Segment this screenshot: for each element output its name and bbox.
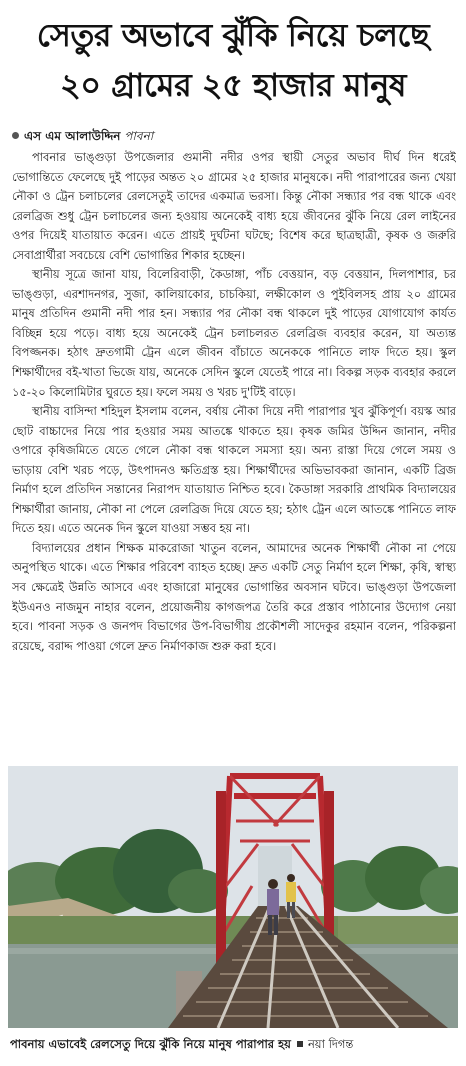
byline bbox=[12, 128, 153, 148]
headline-line-2: ২০ গ্রামের ২৫ হাজার মানুষ bbox=[59, 66, 407, 104]
caption-source: নয়া দিগন্ত bbox=[307, 1037, 354, 1051]
article-paragraph-3: স্থানীয় বাসিন্দা শহিদুল ইসলাম বলেন, বর্ষায় নৌকা দিয়ে নদী পারাপার খুব ঝুঁকিপূর্ণ। বয়স্ক আর ছোট বাচ্চাদের নিয়ে পার হওয়ার সময় আতঙ্কে থাকতে হয়। কৃষক জমির উদ্দিন জানান, নদীর ওপারে কৃষিজমিতে যেতে গেলে নৌকা বন্ধ থাকলে সমস্যা হয়। অন্য রাস্তা দিয়ে গেলে সময় ও ভাড়ায় বেশি খরচ পড়ে, উৎপাদনও ক্ষতিগ্রস্ত হয়। শিক্ষার্থীদের অভিভাবকরা জানান, একটি ব্রিজ নির্মাণ হলে প্রতিদিন সন্তানের নিরাপদ যাতায়াত নিশ্চিত হবে। কৈডাঙ্গা সরকারি প্রাথমিক বিদ্যালয়ের শিক্ষার্থীরা জানায়, নৌকা না পেলে রেলব্রিজ দিয়ে যেতে হয়; হঠাৎ ট্রেন এলে আতঙ্কে পানিতে লাফ দিতে হয়। এতে অনেক দিন স্কুলে যাওয়া সম্ভব হয় না। bbox=[12, 404, 456, 536]
byline-author: এস এম আলাউদ্দিন bbox=[24, 129, 121, 143]
headline bbox=[8, 10, 458, 110]
photo-caption bbox=[10, 1036, 456, 1055]
article-paragraph-2: স্থানীয় সূত্রে জানা যায়, বিলেরিবাড়ী, কৈডাঙ্গা, পাঁচ বেত্তয়ান, বড় বেত্তয়ান, দিলপাশার, চর ভাঙ্গুড়া, এরশাদনগর, সুজা, কালিয়াকোর, চাচকিয়া, লক্ষীকোল ও পুইবিলসহ প্রায় ২০ গ্রামের মানুষ প্রতিদিন গুমানী নদী পার হন। সন্ধ্যার পর নৌকা বন্ধ থাকলে দুই পাড়ের যোগাযোগ কার্যত বিচ্ছিন্ন হয়ে পড়ে। বাধ্য হয়ে অনেকেই ট্রেন চলাচলরত রেলব্রিজ ব্যবহার করেন, যা অত্যন্ত বিপজ্জনক। হঠাৎ দ্রুতগামী ট্রেন এলে জীবন বাঁচাতে অনেককে পানিতে লাফ দিতে হয়। স্কুল শিক্ষার্থীদের বই-খাতা ভিজে যায়, অনেকে সেদিন স্কুলে যেতেই পারে না। বিকল্প সড়ক ব্যবহার করলে ১৫-২০ কিলোমিটার ঘুরতে হয়। ফলে সময় ও খরচ দু'টিই বাড়ে। bbox=[12, 267, 456, 399]
headline-line-1: সেতুর অভাবে ঝুঁকি নিয়ে চলছে bbox=[36, 16, 430, 54]
byline-place: পাবনা bbox=[124, 129, 154, 143]
article-body bbox=[12, 148, 456, 754]
article-paragraph-1: পাবনার ভাঙ্গুড়া উপজেলার গুমানী নদীর ওপর স্থায়ী সেতুর অভাব দীর্ঘ দিন ধরেই ভোগান্তিতে ফেলেছে দুই পাড়ের অন্তত ২০ গ্রামের ২৫ হাজার মানুষকে। নদী পারাপারের জন্য খেয়া নৌকা ও ট্রেন চলাচলের রেলসেতুই তাদের একমাত্র ভরসা। কিন্তু নৌকা সন্ধ্যার পর বন্ধ থাকে এবং রেলব্রিজ শুধু ট্রেন চলাচলের জন্য হওয়ায় অনেকেই বাধ্য হয়ে জীবনের ঝুঁকি নিয়ে রেল লাইনের ওপর দিয়েই যাতায়াত করেন। এতে প্রায়ই দুর্ঘটনা ঘটছে; বিশেষ করে ছাত্রছাত্রী, কৃষক ও জরুরি সেবাপ্রার্থীরা সবচেয়ে বেশি ভোগান্তির শিকার হচ্ছেন। bbox=[12, 150, 456, 262]
bullet-icon bbox=[12, 132, 19, 139]
square-bullet-icon bbox=[297, 1041, 303, 1047]
news-photo bbox=[8, 766, 458, 1028]
article-paragraph-4: বিদ্যালয়ের প্রধান শিক্ষক মাকরোজা খাতুন বলেন, আমাদের অনেক শিক্ষার্থী নৌকা না পেয়ে অনুপস্থিত থাকে। এতে শিক্ষার পরিবেশ ব্যাহত হচ্ছে। দ্রুত একটি সেতু নির্মাণ হলে শিক্ষা, কৃষি, স্বাস্থ্য সব ক্ষেত্রেই উন্নতি আসবে এবং হাজারো মানুষের ভোগান্তির অবসান ঘটবে। ভাঙ্গুড়া উপজেলা ইউএনও নাজমুন নাহার বলেন, প্রয়োজনীয় কাগজপত্র তৈরি করে প্রস্তাব পাঠানোর উদ্যোগ নেয়া হবে। পাবনা সড়ক ও জনপদ বিভাগের উপ-বিভাগীয় প্রকৌশলী সাদেকুর রহমান বলেন, পরিকল্পনা রয়েছে, বরাদ্দ পাওয়া গেলে দ্রুত নির্মাণকাজ শুরু করা হবে। bbox=[12, 540, 456, 653]
caption-text: পাবনায় এভাবেই রেলসেতু দিয়ে ঝুঁকি নিয়ে মানুষ পারাপার হয় bbox=[10, 1037, 291, 1051]
railway-bridge-photo bbox=[8, 766, 458, 1028]
